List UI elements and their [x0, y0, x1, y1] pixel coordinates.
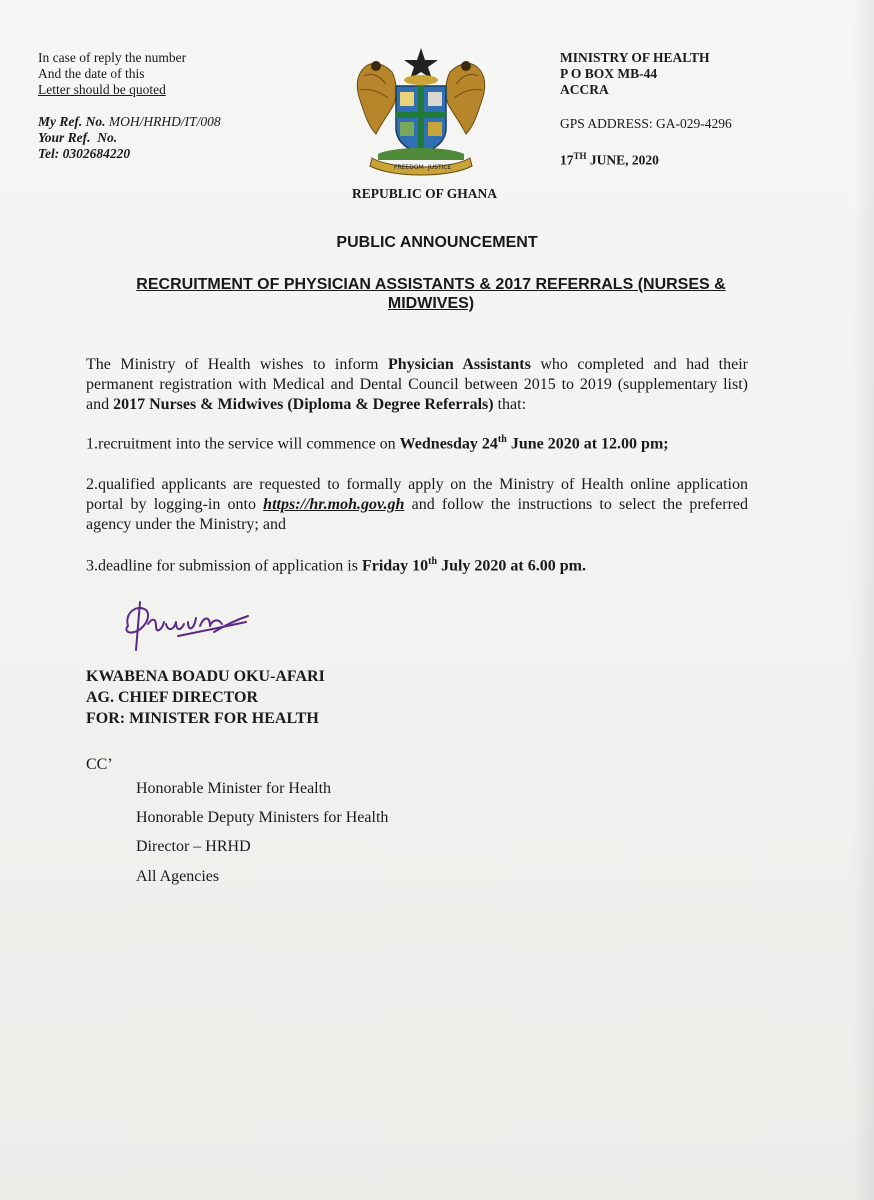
reply-note: [38, 50, 186, 98]
reply-note-line: And the date of this: [38, 66, 145, 81]
coat-motto-left: FREEDOM: [394, 164, 424, 171]
telephone: Tel: 0302684220: [38, 146, 131, 161]
gps-address: GPS ADDRESS: GA-029-4296: [560, 116, 732, 131]
point-3: [86, 552, 748, 576]
ministry-address: [560, 50, 710, 98]
my-ref-value: MOH/HRHD/IT/008: [108, 114, 221, 129]
cc-recipient: Honorable Deputy Ministers for Health: [136, 809, 389, 826]
signatory-name: KWABENA BOADU OKU-AFARI: [86, 668, 325, 685]
reference-block: [38, 114, 221, 162]
handwritten-signature: [118, 596, 258, 656]
ministry-address-line: ACCRA: [560, 82, 609, 97]
signatory-title: AG. CHIEF DIRECTOR: [86, 689, 259, 706]
my-ref-label: My Ref. No.: [38, 114, 106, 129]
point-text: 2.qualified applicants are requested to formally apply on the Ministry of Health online application portal by logging-in onto: [86, 476, 748, 513]
republic-title: REPUBLIC OF GHANA: [352, 186, 498, 201]
point-text: and follow the instructions to select the preferred agency under the Ministry; and: [86, 496, 748, 533]
your-ref-label: Your Ref.: [38, 130, 91, 145]
subject-line: RECRUITMENT OF PHYSICIAN ASSISTANTS & 2017 REFERRALS (NURSES &: [136, 276, 726, 293]
point-text: 1.recruitment into the service will commence on: [86, 435, 400, 453]
date-day: 17: [560, 152, 574, 168]
point-1: [86, 430, 748, 454]
cc-recipient: Honorable Minister for Health: [136, 780, 332, 797]
point-bold: Friday 10: [361, 557, 429, 575]
point-sup: th: [497, 434, 507, 445]
point-2: [86, 475, 748, 535]
subject-heading: [86, 275, 776, 313]
signatory-block: [86, 666, 325, 729]
point-bold: Wednesday 24: [399, 435, 498, 453]
your-ref: [38, 130, 221, 146]
cc-recipient: Director – HRHD: [136, 838, 251, 855]
ministry-address-line: P O BOX MB-44: [560, 66, 658, 81]
subject-line: MIDWIVES): [387, 295, 475, 312]
signatory-for: FOR: MINISTER FOR HEALTH: [86, 710, 319, 727]
intro-bold: Physician Assistants: [387, 356, 531, 373]
cc-recipient: All Agencies: [136, 868, 220, 885]
intro-text: that:: [493, 396, 527, 413]
point-text: 3.deadline for submission of application is: [86, 557, 362, 575]
reply-note-line: Letter should be quoted: [38, 82, 166, 97]
ministry-address-line: MINISTRY OF HEALTH: [560, 50, 710, 65]
ghana-coat-of-arms-icon: [342, 42, 500, 178]
date-suffix: TH: [573, 151, 587, 161]
date-rest: JUNE, 2020: [586, 152, 659, 168]
your-ref-value: No.: [97, 130, 118, 145]
application-portal-link[interactable]: https://hr.moh.gov.gh: [263, 496, 405, 513]
intro-text: who completed and had their permanent registration with Medical and Dental Council between 2015 to 2019 (supplementary list) and: [86, 356, 749, 413]
point-bold: June 2020 at 12.00 pm;: [506, 435, 669, 453]
announcement-heading: PUBLIC ANNOUNCEMENT: [336, 234, 538, 251]
intro-bold: 2017 Nurses & Midwives (Diploma & Degree Referrals): [113, 396, 494, 413]
coat-motto-right: JUSTICE: [428, 164, 452, 171]
point-bold: July 2020 at 6.00 pm.: [437, 557, 586, 575]
my-ref: [38, 114, 221, 130]
page-edge-shadow: [852, 0, 874, 1200]
cc-label: CC’: [86, 756, 113, 773]
letter-date: [560, 148, 659, 169]
point-sup: th: [428, 556, 438, 567]
intro-paragraph: [86, 355, 748, 415]
intro-text: The Ministry of Health wishes to inform: [86, 356, 388, 373]
reply-note-line: In case of reply the number: [38, 50, 187, 65]
